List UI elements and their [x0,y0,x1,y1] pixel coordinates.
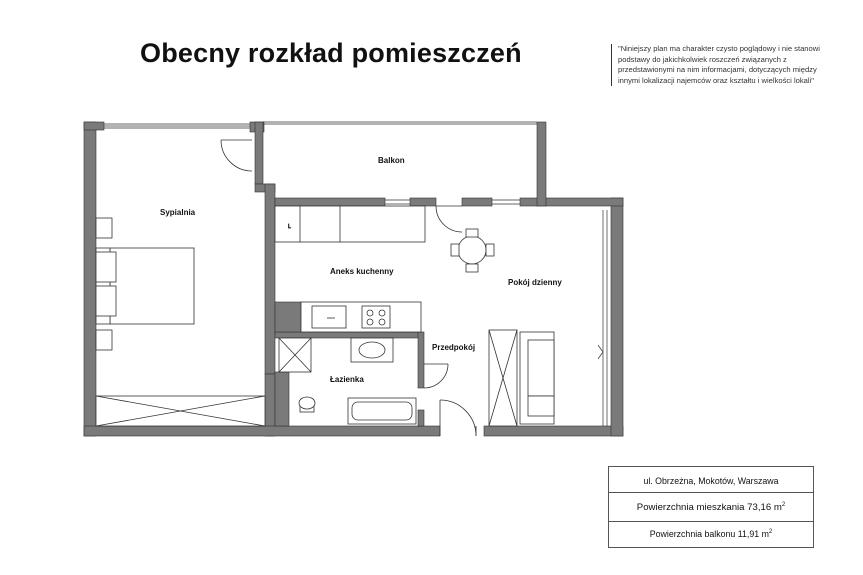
room-label-lazienka: Łazienka [330,375,364,384]
svg-text:L: L [288,224,291,230]
info-divider [609,492,813,493]
dining-table [451,229,494,272]
bedroom-furniture [96,218,265,426]
bedroom-window [104,124,250,128]
room-label-aneks-kuchenny: Aneks kuchenny [330,267,394,276]
room-label-sypialnia: Sypialnia [160,208,196,217]
balcony-unit-sup: 2 [768,529,773,536]
area-line [609,502,813,513]
info-box [608,466,814,548]
room-label-pokoj-dzienny: Pokój dzienny [508,278,562,287]
living-furniture [489,330,554,426]
balcony-line [609,529,813,539]
room-label-przedpokoj: Przedpokój [432,343,476,352]
doors [424,364,476,436]
address-text: ul. Obrzeżna, Mokotów, Warszawa [643,476,779,486]
balcony-area: Powierzchnia balkonu 11,91 m [649,529,769,539]
disclaimer-note: "Niniejszy plan ma charakter czysto poglądowy i nie stanowi podstawy do jakichkolwiek roszczeń związanych z przedstawionymi na nim informacjami, dotyczących między innymi lokalizacji najemców oraz kształtu i wielkości lokali" [611,44,833,86]
balcony-outline [263,122,537,124]
bedroom-balcony-door [221,140,252,171]
info-divider-2 [609,521,813,522]
right-window [598,210,607,426]
apartment-area: Powierzchnia mieszkania 73,16 m [636,502,782,514]
room-label-balkon: Balkon [378,156,405,165]
area-unit-sup: 2 [781,502,786,508]
page-title: Obecny rozkład pomieszczeń [140,38,522,68]
